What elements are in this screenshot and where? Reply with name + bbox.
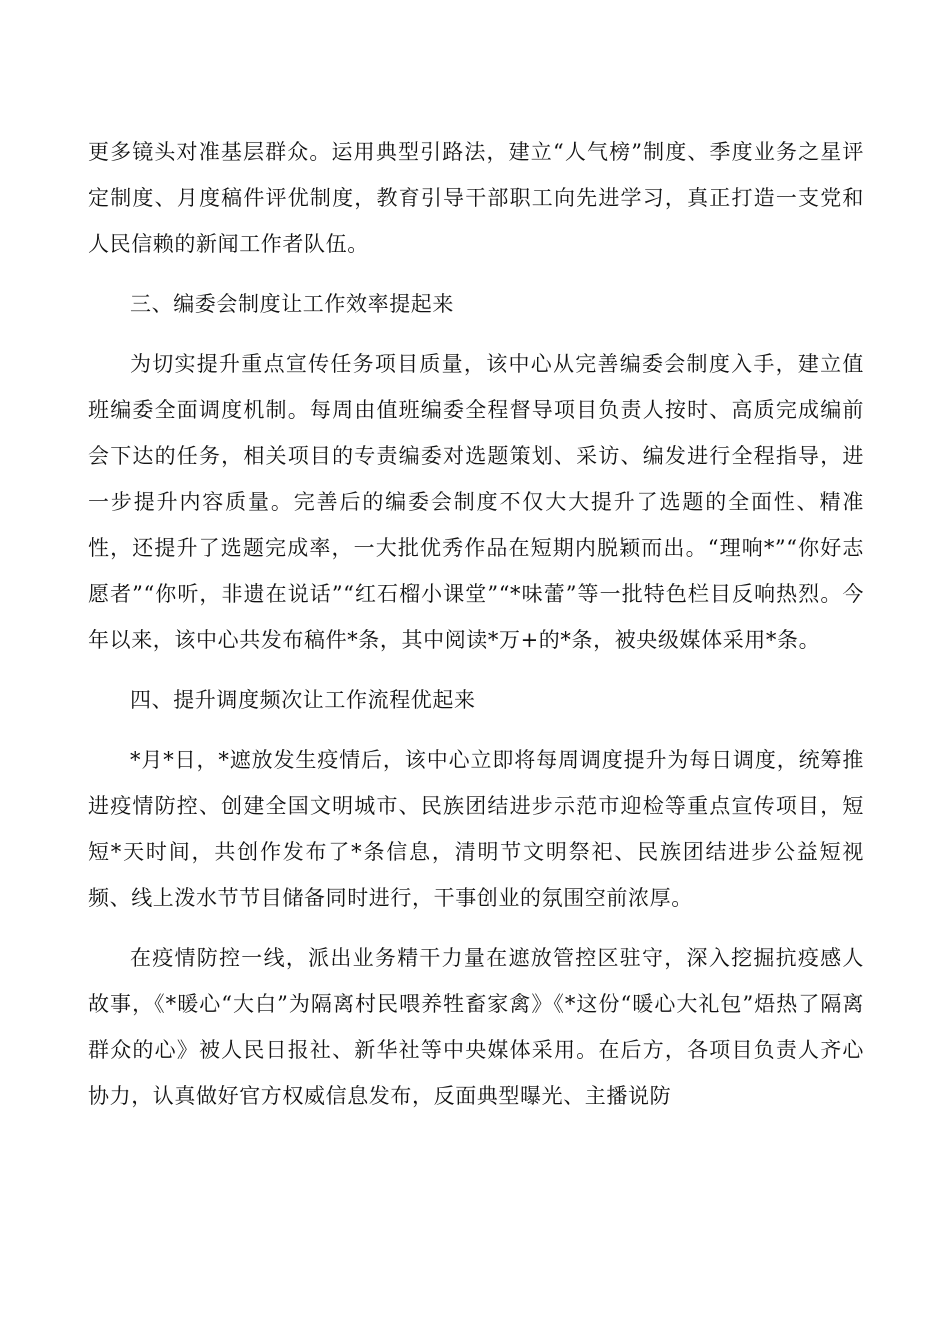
section-heading-4: 四、提升调度频次让工作流程优起来 — [130, 688, 476, 712]
document-body — [88, 129, 864, 1133]
section-heading-3: 三、编委会制度让工作效率提起来 — [130, 292, 454, 316]
paragraph-epidemic-frontline: 在疫情防控一线，派出业务精干力量在遮放管控区驻守，深入挖掘抗疫感人故事，《*暖心“大白”为隔离村民喂养牲畜家禽》《*这份“暖心大礼包”焐热了隔离群众的心》被人民日报社、新华社等中央媒体采用。在后方，各项目负责人齐心协力，认真做好官方权威信息发布，反面典型曝光、主播说防 — [88, 946, 864, 1108]
paragraph-editorial-committee: 为切实提升重点宣传任务项目质量，该中心从完善编委会制度入手，建立值班编委全面调度机制。每周由值班编委全程督导项目负责人按时、高质完成编前会下达的任务，相关项目的专责编委对选题策划、采访、编发进行全程指导，进一步提升内容质量。完善后的编委会制度不仅大大提升了选题的全面性、精准性，还提升了选题完成率，一大批优秀作品在短期内脱颖而出。“理响*”“你好志愿者”“你听，非遗在说话”“红石榴小课堂”“*味蕾”等一批特色栏目反响热烈。今年以来，该中心共发布稿件*条，其中阅读*万+的*条，被央级媒体采用*条。 — [88, 352, 864, 652]
paragraph-scheduling: *月*日，*遮放发生疫情后，该中心立即将每周调度提升为每日调度，统筹推进疫情防控、创建全国文明城市、民族团结进步示范市迎检等重点宣传项目，短短*天时间，共创作发布了*条信息，清明节文明祭祀、民族团结进步公益短视频、线上泼水节节目储备同时进行，干事创业的氛围空前浓厚。 — [88, 748, 864, 910]
paragraph-continued: 更多镜头对准基层群众。运用典型引路法，建立“人气榜”制度、季度业务之星评定制度、月度稿件评优制度，教育引导干部职工向先进学习，真正打造一支党和人民信赖的新闻工作者队伍。 — [88, 140, 864, 256]
